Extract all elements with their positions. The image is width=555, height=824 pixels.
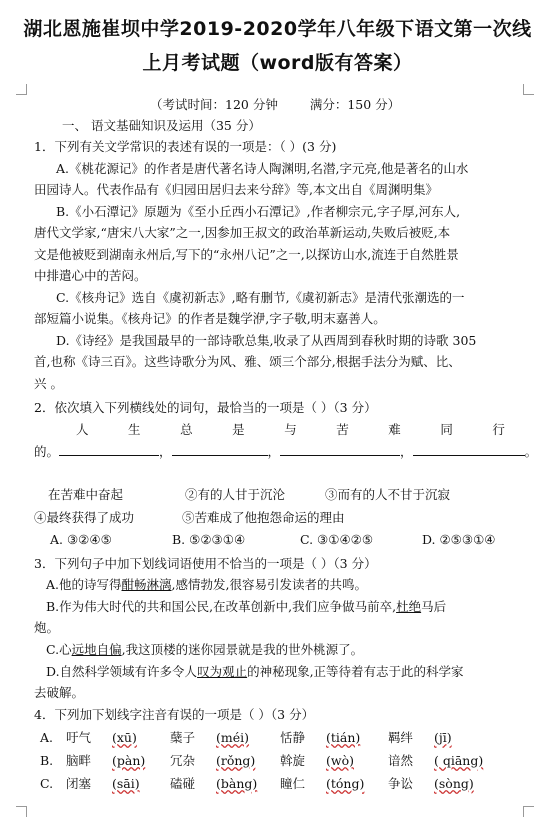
q3-option-a	[46, 576, 527, 594]
q3-stem: 3．下列句子中加下划线词语使用不恰当的一项是（ ）（3 分）	[34, 556, 377, 571]
q1-option-a-line1: A.《桃花源记》的作者是唐代著名诗人陶渊明,名潜,字元亮,他是著名的山水	[56, 161, 469, 176]
q4-row-b	[40, 751, 483, 769]
q1-option-d-line3: 兴 。	[34, 376, 63, 391]
q2-choices-row1	[48, 486, 527, 504]
q4-word: 脑畔	[66, 753, 92, 768]
q2-answer-d: D. ②⑤③①④	[421, 532, 496, 547]
q4-word: 磕碰	[170, 776, 196, 791]
page-title-line-1: 湖北恩施崔坝中学2019-2020学年八年级下语文第一次线	[23, 18, 532, 40]
corner-mark-bottom-left	[16, 806, 27, 817]
q3-a-underlined: 酣畅淋漓	[121, 577, 172, 592]
q2-blank-2	[172, 443, 268, 456]
q3-d-underlined: 叹为观止	[197, 664, 248, 679]
q4-pinyin: (xū)	[112, 730, 137, 745]
q4-pinyin: (wò)	[326, 753, 354, 768]
q3-d-text: D.自然科学领域有许多令人	[46, 664, 198, 679]
q4-pinyin: (méi)	[216, 730, 250, 745]
q3-option-d-line2: 去破解。	[34, 685, 85, 700]
q3-b-text-end: 马后	[421, 599, 447, 614]
q2-blank-4	[413, 443, 525, 456]
q2-choice-2: ②有的人甘于沉沦	[184, 487, 285, 502]
q1-option-b-line4: 中排遣心中的苦闷。	[34, 268, 147, 283]
q2-word: 苦	[336, 422, 349, 437]
q4-word: 争讼	[388, 776, 414, 791]
q2-word: 同	[440, 422, 453, 437]
q3-option-d-line1	[46, 663, 527, 681]
q4-pinyin: ( qiāng)	[434, 753, 484, 768]
q2-choice-4: ④最终获得了成功	[34, 510, 135, 525]
q3-d-text-end: 的神秘现象,正等待着有志于此的科学家	[247, 664, 464, 679]
q4-pinyin: (tián)	[326, 730, 361, 745]
q4-label: B.	[40, 753, 54, 768]
q2-line2-end: 。	[524, 444, 538, 459]
q2-word: 行	[492, 422, 505, 437]
exam-score: 满分：150 分）	[309, 97, 401, 112]
q2-answer-a: A. ③②④⑤	[50, 532, 112, 547]
q1-option-a-line2: 田园诗人。代表作品有《归园田居归去来兮辞》等,本文出自《周渊明集》	[34, 182, 438, 197]
q2-answers-row	[50, 531, 527, 549]
q2-blanks-line: 的。 ， ， ， 。	[34, 444, 538, 459]
q1-option-c-line1: C.《核舟记》选自《虞初新志》,略有删节,《虞初新志》是清代张潮选的一	[56, 290, 465, 305]
q4-word: 羁绊	[388, 730, 414, 745]
q4-pinyin: (bàng)	[216, 776, 258, 791]
q3-b-underlined: 杜绝	[396, 599, 422, 614]
q1-option-d-line2: 首,也称《诗三百》。这些诗歌分为风、雅、颂三个部分,根据手法分为赋、比、	[34, 354, 461, 369]
q4-word: 瞳仁	[280, 776, 306, 791]
q4-word: 恬静	[280, 730, 306, 745]
corner-mark-top-left	[16, 84, 27, 95]
q2-choice-3: ③而有的人不甘于沉寂	[324, 487, 450, 502]
q2-word: 是	[232, 422, 245, 437]
q4-pinyin: (sāi)	[112, 776, 140, 791]
q2-line2-prefix: 的。	[34, 444, 60, 459]
q3-c-underlined: 远地自偏	[71, 642, 122, 657]
q2-blank-3	[280, 443, 400, 456]
q2-choice-1: 在苦难中奋起	[48, 487, 124, 502]
section-heading: 一、 语文基础知识及运用（35 分）	[62, 118, 261, 133]
q2-word: 总	[180, 422, 193, 437]
q4-row-c	[40, 774, 474, 792]
q2-choice-5: ⑤苦难成了他抱怨命运的理由	[181, 510, 345, 525]
q1-option-b-line1: B.《小石潭记》原题为《至小丘西小石潭记》,作者柳宗元,字子厚,河东人,	[56, 204, 461, 219]
q1-option-c-line2: 部短篇小说集。《核舟记》的作者是魏学洢,字子敬,明末嘉善人。	[34, 311, 386, 326]
q4-stem: 4．下列加下划线字注音有误的一项是（ ）（3 分）	[34, 707, 315, 722]
q3-a-text-end: ,感情勃发,很容易引发读者的共鸣。	[171, 577, 367, 592]
q4-label: A.	[40, 730, 54, 745]
q4-word: 吁气	[66, 730, 92, 745]
q3-c-text-end: ,我这顶楼的迷你园景就是我的世外桃源了。	[121, 642, 364, 657]
q3-b-text: B.作为伟大时代的共和国公民,在改革创新中,我们应争做马前卒,	[46, 599, 397, 614]
q4-pinyin: (sòng)	[434, 776, 474, 791]
q2-word: 生	[128, 422, 141, 437]
q1-option-b-line2: 唐代文学家,“唐宋八大家”之一,因参加王叔文的政治革新运动,失败后被贬,本	[34, 225, 451, 240]
corner-mark-bottom-right	[523, 806, 534, 817]
q2-spaced-sentence	[76, 421, 505, 439]
q2-answer-c: C. ③①④②⑤	[299, 532, 374, 547]
q4-word: 冗杂	[170, 753, 196, 768]
page-title-line-2: 上月考试题（word版有答案）	[142, 52, 413, 74]
q3-option-b-line2: 炮。	[34, 620, 60, 635]
q2-stem: 2．依次填入下列横线处的词句，最恰当的一项是（ ）（3 分）	[34, 400, 377, 415]
q4-row-a	[40, 728, 452, 746]
q1-option-d-line1: D.《诗经》是我国最早的一部诗歌总集,收录了从西周到春秋时期的诗歌 305	[56, 333, 477, 348]
q2-word: 难	[388, 422, 401, 437]
corner-mark-top-right	[523, 84, 534, 95]
exam-info	[150, 96, 527, 114]
q4-word: 斡旋	[280, 753, 306, 768]
q4-pinyin: (jī)	[434, 730, 452, 745]
q4-word: 蘖子	[170, 730, 196, 745]
q4-pinyin: (pàn)	[112, 753, 146, 768]
q4-pinyin: (rǒng)	[216, 753, 256, 768]
q1-stem: 1．下列有关文学常识的表述有误的一项是：（ ）(3 分)	[34, 139, 337, 154]
q2-choices-row2	[34, 509, 527, 527]
q4-word: 闭塞	[66, 776, 92, 791]
q2-word: 与	[284, 422, 297, 437]
q4-pinyin: (tóng)	[326, 776, 365, 791]
q3-a-text: A.他的诗写得	[46, 577, 122, 592]
q2-answer-b: B. ⑤②③①④	[171, 532, 246, 547]
q3-option-c	[46, 641, 527, 659]
q2-word: 人	[76, 422, 89, 437]
q4-word: 谙然	[388, 753, 414, 768]
exam-time: （考试时间：120 分钟	[150, 97, 278, 112]
q1-option-b-line3: 文是他被贬到湖南永州后,写下的“永州八记”之一,以探访山水,流连于自然胜景	[34, 247, 459, 262]
q3-option-b-line1	[46, 598, 527, 616]
q4-label: C.	[40, 776, 54, 791]
q2-blank-1	[59, 443, 159, 456]
q3-c-text: C.心	[46, 642, 72, 657]
